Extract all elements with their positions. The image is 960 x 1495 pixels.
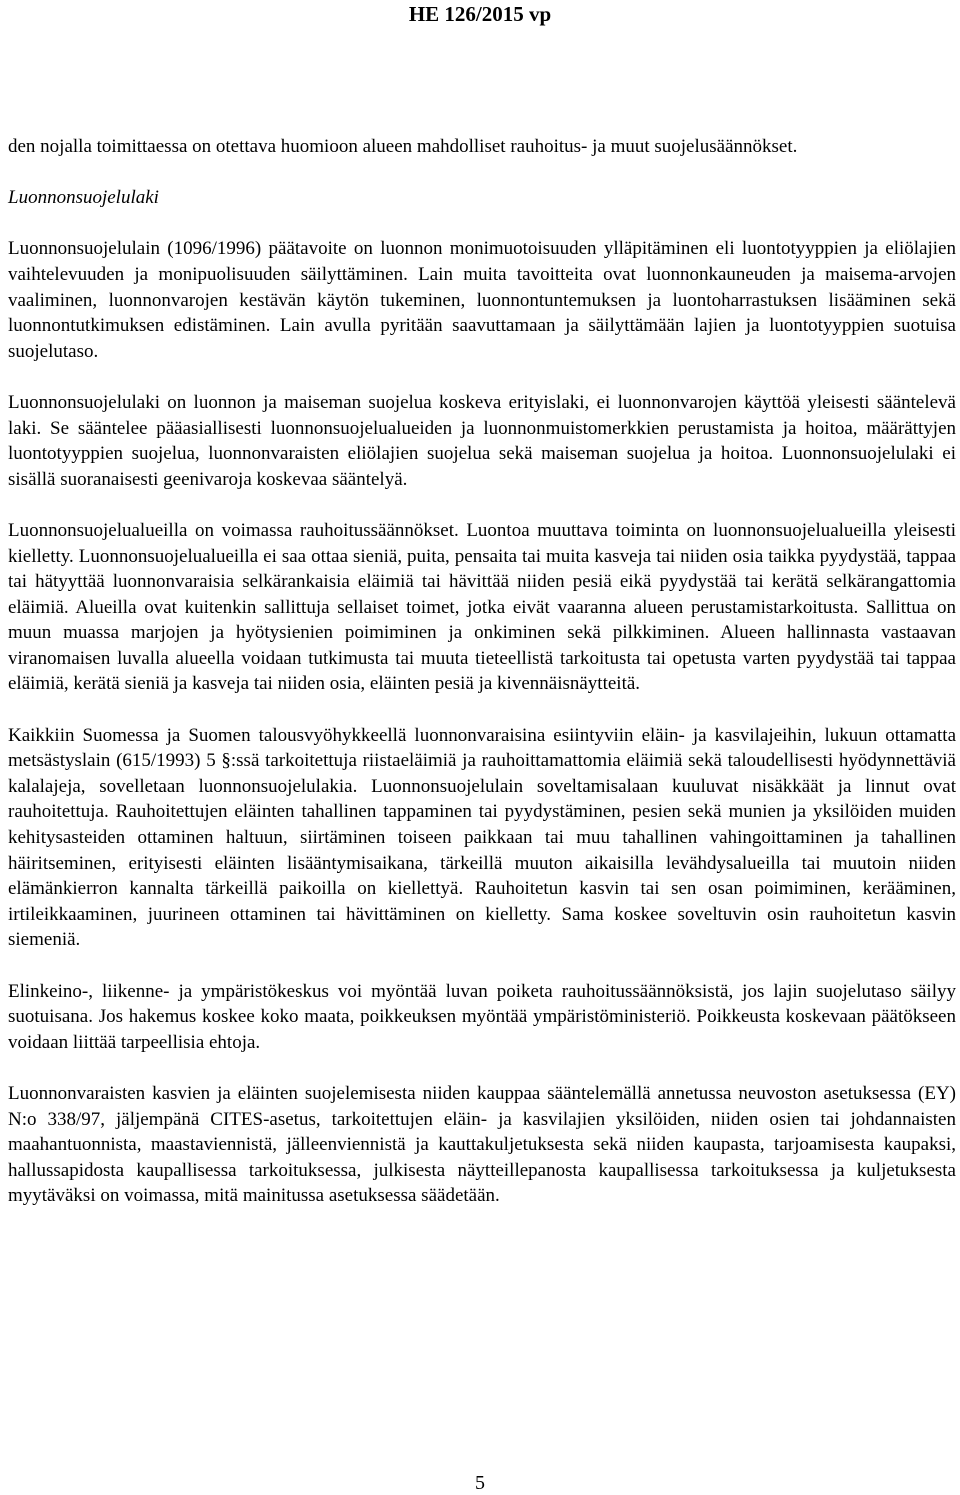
paragraph-continuation: den nojalla toimittaessa on otettava huomioon alueen mahdolliset rauhoitus- ja muut suojelusäännökset.: [8, 136, 798, 157]
paragraph: Elinkeino-, liikenne- ja ympäristökeskus voi myöntää luvan poiketa rauhoitussäännöksistä, jos lajin suojelutaso säilyy suotuisana. Jos hakemus koskee koko maata, poikkeuksen myöntää ympäristöministeriö. Poikkeusta koskevaan päätökseen voidaan liittää tarpeellisia ehtoja.: [8, 980, 956, 1053]
paragraph: Luonnonsuojelulain (1096/1996) päätavoite on luonnon monimuotoisuuden ylläpitäminen eli luontotyyppien ja eliölajien vaihtelevuuden ja monipuolisuuden säilyttäminen. Lain muita tavoitteita ovat luonnonkauneuden ja maisema-arvojen vaaliminen, luonnonvarojen kestävän käytön tukeminen, luonnontuntemuksen ja luontoharrastuksen lisääminen sekä luonnontutkimuksen edistäminen. Lain avulla pyritään saavuttamaan ja säilyttämään lajien ja luontotyyppien suotuisa suojelutaso.: [8, 238, 956, 362]
document-header: HE 126/2015 vp: [408, 2, 552, 26]
paragraph: Luonnonsuojelulaki on luonnon ja maiseman suojelua koskeva erityislaki, ei luonnonvarojen käyttöä yleisesti sääntelevä laki. Se sääntelee pääasiallisesti luonnonsuojelualueiden ja luonnonmuistomerkkien perustamista ja hoitoa, määrättyjen luontotyyppien suojelua, luonnonvaraisten eliölajien suojelua sekä maiseman suojelua ja hoitoa. Luonnonsuojelulaki ei sisällä suoranaisesti geenivaroja koskevaa sääntelyä.: [8, 391, 956, 490]
document-body: [8, 134, 956, 1235]
page-number: 5: [475, 1472, 485, 1494]
paragraph: Luonnonsuojelualueilla on voimassa rauhoitussäännökset. Luontoa muuttava toiminta on luonnonsuojelualueilla yleisesti kielletty. Luonnonsuojelualueilla ei saa ottaa sieniä, puita, pensaita tai muita kasveja tai niiden osia taikka pyydystää, tappaa tai hätyyttää luonnonvaraisia selkärankaisia eläimiä tai hävittää niiden pesiä eikä pyydystää tai kerätä selkärangattomia eläimiä. Alueilla ovat kuitenkin sallittuja sellaiset toimet, jotka eivät vaaranna alueen perustamistarkoitusta. Sallittua on muun muassa marjojen ja hyötysienien poimiminen ja onkiminen sekä pilkkiminen. Alueen hallinnasta vastaavan viranomaisen luvalla alueella voidaan tutkimusta tai muuta tieteellistä tarkoitusta tai opetusta varten pyydystää tai tappaa eläimiä, kerätä sieniä ja kasveja tai niiden osia, eläinten pesiä ja kivennäisnäytteitä.: [8, 519, 956, 695]
section-heading: Luonnonsuojelulaki: [8, 187, 159, 209]
paragraph: Luonnonvaraisten kasvien ja eläinten suojelemisesta niiden kauppaa sääntelemällä annetussa neuvoston asetuksessa (EY) N:o 338/97, jäljempänä CITES-asetus, tarkoitettujen eläin- ja kasvilajien yksilöiden, niiden osien tai johdannaisten maahantuonnista, maastaviennistä, jälleenviennistä ja kauttakuljetuksesta sekä niiden kaupasta, tarjoamisesta kaupaksi, hallussapidosta kaupallisessa tarkoituksessa, julkisesta näytteillepanosta kaupallisessa tarkoituksessa ja kuljetuksesta myytäväksi on voimassa, mitä mainitussa asetuksessa säädetään.: [8, 1082, 956, 1207]
paragraph: Kaikkiin Suomessa ja Suomen talousvyöhykkeellä luonnonvaraisina esiintyviin eläin- ja kasvilajeihin, lukuun ottamatta metsästyslain (615/1993) 5 §:ssä tarkoitettuja riistaeläimiä ja rauhoittamattomia eläimiä sekä taloudellisesti hyödynnettäviä kalalajeja, sovelletaan luonnonsuojelulakia. Luonnonsuojelulain soveltamisalaan kuuluvat nisäkkäät ja linnut ovat rauhoitettuja. Rauhoitettujen eläinten tahallinen tappaminen tai pyydystäminen, pesien sekä munien ja yksilöiden muiden kehitysasteiden ottaminen haltuun, siirtäminen toiseen paikkaan tai muu tahallinen vahingoittaminen ja tahallinen häiritseminen, erityisesti eläinten lisääntymisaikana, tärkeillä muuton aikaisilla levähdysalueilla tai muutoin niiden elämänkierron kannalta tärkeillä paikoilla on kiellettyä. Rauhoitetun kasvin tai sen osan poimiminen, kerääminen, irtileikkaaminen, juurineen ottaminen tai hävittäminen on kielletty. Sama koskee soveltuvin osin rauhoitetun kasvin siemeniä.: [8, 724, 956, 951]
